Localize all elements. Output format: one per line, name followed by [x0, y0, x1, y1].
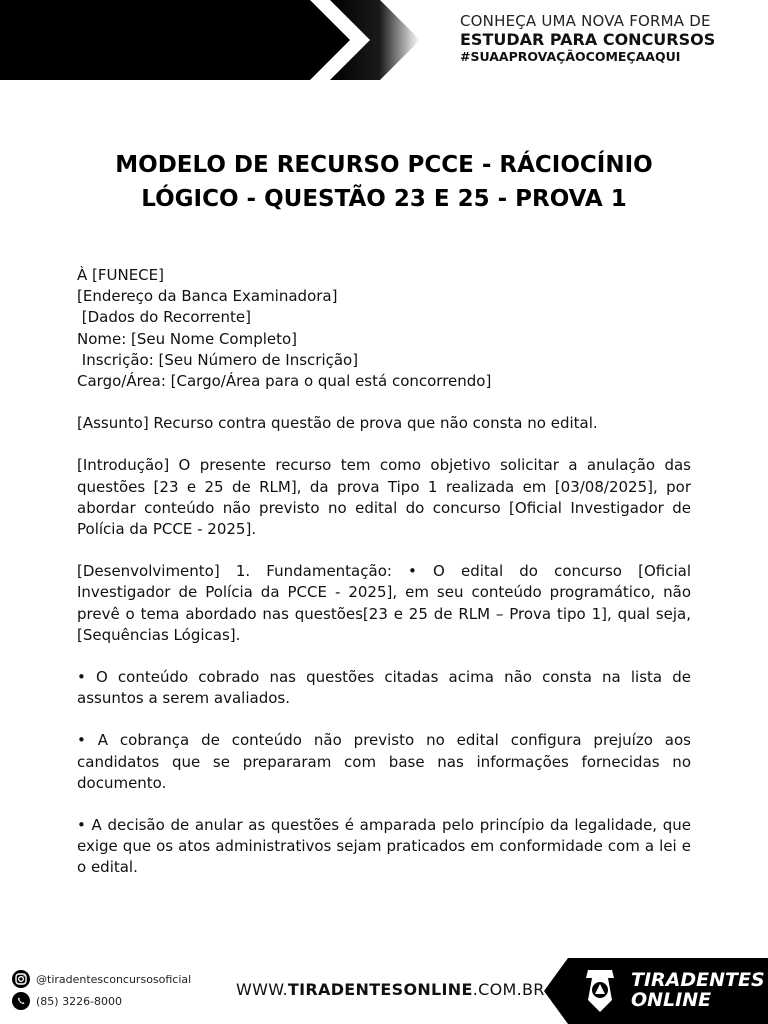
phone-number: (85) 3226-8000 [36, 994, 123, 1008]
paragraph-bullet-3: • A decisão de anular as questões é amparada pelo princípio da legalidade, que exige que os atos administrativos sejam praticados em conformidade com a lei e o edital. [77, 816, 691, 877]
url-brand: TIRADENTESONLINE [287, 980, 473, 999]
instagram-contact[interactable] [12, 968, 191, 990]
tagline-line-1: CONHEÇA UMA NOVA FORMA DE [460, 12, 711, 30]
tagline-hashtag: #SUAAPROVAÇÃOCOMEÇAAQUI [460, 49, 681, 64]
paragraph-bullet-2: • A cobrança de conteúdo não previsto no edital configura prejuízo aos candidatos que se prepararam com base nas informações fornecidas no documento. [77, 731, 691, 792]
address-to: À [FUNECE] [77, 266, 164, 284]
paragraph-bullet-1: • O conteúdo cobrado nas questões citadas acima não consta na lista de assuntos a serem avaliados. [77, 668, 691, 708]
whatsapp-contact[interactable] [12, 990, 191, 1012]
address-registration: Inscrição: [Seu Número de Inscrição] [77, 350, 359, 369]
document-body [77, 265, 691, 879]
url-suffix: .COM.BR [472, 980, 545, 999]
logo-text [631, 970, 765, 1010]
instagram-icon [12, 970, 30, 988]
title-line-1: MODELO DE RECURSO PCCE - RÁCIOCÍNIO [115, 152, 653, 178]
address-applicant-data: [Dados do Recorrente] [77, 308, 251, 327]
address-bank: [Endereço da Banca Examinadora] [77, 287, 338, 306]
address-position: Cargo/Área: [Cargo/Área para o qual está concorrendo] [77, 372, 492, 391]
paragraph-subject: [Assunto] Recurso contra questão de prova que não consta no edital. [77, 414, 598, 433]
url-prefix: WWW. [236, 980, 288, 999]
whatsapp-icon [12, 992, 30, 1010]
website-url[interactable] [236, 980, 545, 999]
logo-line-2: ONLINE [631, 989, 712, 1011]
paragraph-introduction: [Introdução] O presente recurso tem como objetivo solicitar a anulação das questões [23 e 25 de RLM], da prova Tipo 1 realizada em [03/08/2025], por abordar conteúdo não previsto no edital do concurso [Oficial Investigador de Polícia da PCCE - 2025]. [77, 456, 691, 539]
tagline-line-2: ESTUDAR PARA CONCURSOS [460, 30, 716, 49]
header-tagline [460, 12, 750, 65]
instagram-handle: @tiradentesconcursosoficial [36, 972, 192, 986]
document-title [60, 148, 708, 216]
header-banner [0, 0, 440, 80]
address-name: Nome: [Seu Nome Completo] [77, 329, 298, 348]
title-line-2: LÓGICO - QUESTÃO 23 E 25 - PROVA 1 [141, 186, 627, 212]
footer-contacts [12, 968, 191, 1012]
paragraph-development: [Desenvolvimento] 1. Fundamentação: • O edital do concurso [Oficial Investigador de Polícia da PCCE - 2025], em seu conteúdo programático, não prevê o tema abordado nas questões[23 e 25 de RLM – Prova tipo 1], qual seja, [Sequências Lógicas]. [77, 562, 691, 644]
logo-line-1: TIRADENTES [631, 969, 765, 991]
